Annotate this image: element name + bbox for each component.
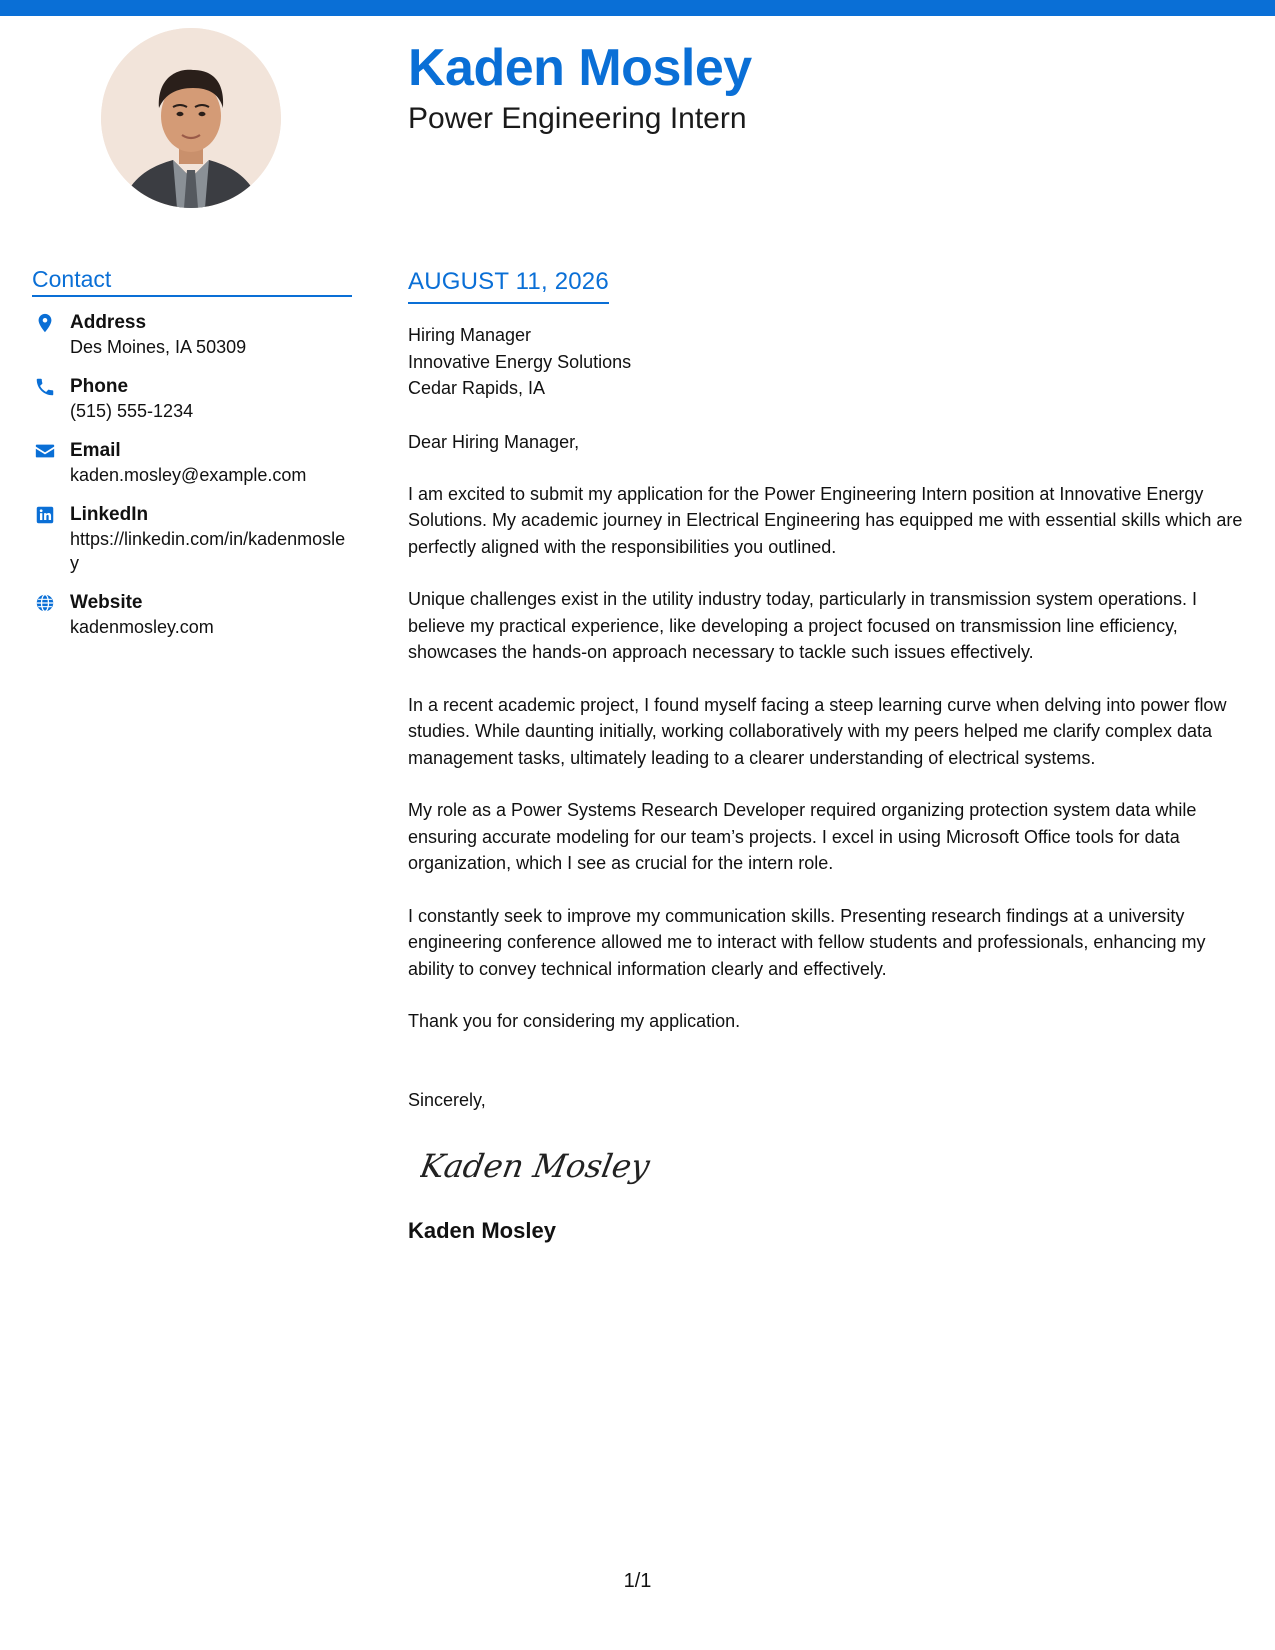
salutation: Dear Hiring Manager, (408, 431, 580, 452)
website-label: Website (70, 592, 143, 613)
svg-text:Kaden Mosley: Kaden Mosley (420, 1146, 653, 1185)
signer-name: Kaden Mosley (408, 1217, 556, 1243)
website-value[interactable]: kadenmosley.com (70, 617, 214, 637)
top-accent-bar (0, 0, 1275, 16)
profile-photo (101, 28, 281, 208)
contact-linkedin (32, 503, 352, 575)
contact-sidebar (32, 266, 352, 655)
letter-paragraph: Thank you for considering my application. (408, 1011, 741, 1031)
page-number: 1/1 (623, 1570, 652, 1592)
letter-paragraph: I constantly seek to improve my communication skills. Presenting research findings at a university engineering conference allowed me to interact with fellow students and professionals, enhancing my ability to convey technical information clearly and effectively. (408, 905, 1206, 979)
applicant-name: Kaden Mosley (408, 39, 752, 97)
letter-paragraph: Unique challenges exist in the utility industry today, particularly in transmission system operations. I believe my practical experience, like developing a project focused on transmission line efficiency, showcases the hands-on approach necessary to tackle such issues effectively. (408, 589, 1198, 662)
phone-value[interactable]: (515) 555-1234 (70, 401, 194, 421)
contact-section-title: Contact (32, 266, 352, 297)
contact-website (32, 591, 352, 639)
letter-paragraph: I am excited to submit my application for the Power Engineering Intern position at Innovative Energy Solutions. My academic journey in Electrical Engineering has equipped me with essential skills which are perfectly aligned with the responsibilities you outlined. (408, 483, 1243, 557)
contact-email (32, 439, 352, 487)
recipient-company: Innovative Energy Solutions (408, 351, 632, 372)
letter-paragraph: My role as a Power Systems Research Developer required organizing protection system data while ensuring accurate modeling for our team’s projects. I excel in using Microsoft Office tools for data organization, which I see as crucial for the intern role. (408, 800, 1197, 873)
recipient-name: Hiring Manager (408, 325, 532, 345)
envelope-icon (34, 440, 56, 462)
linkedin-value[interactable]: https://linkedin.com/in/kadenmosley (70, 529, 346, 573)
handwritten-signature (420, 1135, 660, 1195)
phone-label: Phone (70, 376, 129, 397)
letter-date: AUGUST 11, 2026 (408, 268, 609, 304)
globe-icon (34, 592, 56, 614)
letter-paragraph: In a recent academic project, I found myself facing a steep learning curve when delving into power flow studies. While daunting initially, working collaboratively with my peers helped me clarify complex data management tasks, ultimately leading to a clearer understanding of electrical systems. (408, 694, 1227, 768)
email-label: Email (70, 440, 121, 461)
closing: Sincerely, (408, 1089, 486, 1110)
portrait-image (101, 28, 281, 208)
job-title: Power Engineering Intern (408, 102, 747, 135)
contact-address (32, 311, 352, 359)
contact-phone (32, 375, 352, 423)
recipient-block (408, 322, 1250, 402)
recipient-location: Cedar Rapids, IA (408, 378, 546, 398)
map-pin-icon (34, 312, 56, 334)
linkedin-icon (34, 504, 56, 526)
email-value[interactable]: kaden.mosley@example.com (70, 465, 307, 485)
phone-icon (34, 376, 56, 398)
address-label: Address (70, 312, 147, 333)
linkedin-label: LinkedIn (70, 504, 149, 525)
address-value: Des Moines, IA 50309 (70, 337, 247, 357)
letter-body (408, 268, 1250, 1244)
